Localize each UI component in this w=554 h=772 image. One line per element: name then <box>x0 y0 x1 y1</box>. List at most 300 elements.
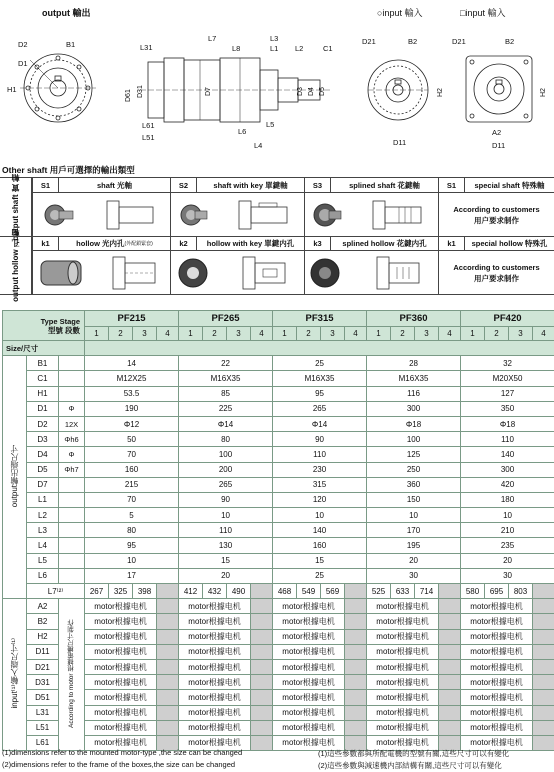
table-cell: 90 <box>179 492 273 507</box>
table-cell: 120 <box>273 492 367 507</box>
empty-stage-cell <box>439 705 461 720</box>
table-row <box>3 371 554 386</box>
hollow-code-k1: k1 <box>32 236 58 251</box>
table-cell: 100 <box>367 432 461 447</box>
dimension-symbol: Φh7 <box>59 462 85 477</box>
empty-stage-cell <box>251 644 273 659</box>
dimension-symbol <box>59 386 85 401</box>
table-cell: 412 <box>179 584 203 599</box>
empty-stage-cell <box>157 690 179 705</box>
table-cell: 14 <box>85 356 179 371</box>
table-cell: 70 <box>85 447 179 462</box>
dimension-name: H2 <box>27 629 59 644</box>
motor-cell: motor根據电机 <box>179 690 251 705</box>
table-cell: 315 <box>273 477 367 492</box>
empty-stage-cell <box>251 659 273 674</box>
footnote-1-en: (1)dimensions refer to the mounted motor-type ,the size can be changed <box>2 748 243 757</box>
empty-stage-cell <box>345 675 367 690</box>
dim-label-L31: L31 <box>140 43 153 52</box>
motor-cell: motor根據电机 <box>179 659 251 674</box>
motor-cell: motor根據电机 <box>273 705 345 720</box>
empty-stage-cell <box>157 584 179 599</box>
output-flange-front-view <box>20 54 96 122</box>
specification-table <box>2 310 554 751</box>
table-row <box>3 705 554 720</box>
motor-cell: motor根據电机 <box>273 629 345 644</box>
dimension-symbol <box>59 492 85 507</box>
square-input-view <box>466 56 532 122</box>
table-row <box>3 432 554 447</box>
hollow-code-special: k1 <box>438 236 464 251</box>
table-cell: 110 <box>273 447 367 462</box>
dimension-symbol: Φh6 <box>59 432 85 447</box>
dimension-name: L6 <box>27 568 59 583</box>
motor-cell: motor根據电机 <box>85 629 157 644</box>
table-cell: 20 <box>461 553 554 568</box>
table-cell: 225 <box>179 401 273 416</box>
hollow-name-splined: splined hollow 花鍵内孔 <box>330 236 438 251</box>
motor-cell: motor根據电机 <box>461 675 533 690</box>
empty-stage-cell <box>251 614 273 629</box>
motor-cell: motor根據电机 <box>367 720 439 735</box>
motor-cell: motor根據电机 <box>85 705 157 720</box>
empty-stage-cell <box>439 614 461 629</box>
dimension-name: L61 <box>27 735 59 750</box>
empty-stage-cell <box>345 644 367 659</box>
empty-stage-cell <box>533 720 554 735</box>
table-cell: 53.5 <box>85 386 179 401</box>
motor-cell: motor根據电机 <box>461 629 533 644</box>
table-cell: 5 <box>85 508 179 523</box>
table-row <box>3 386 554 401</box>
empty-stage-cell <box>157 720 179 735</box>
footnote-2-en: (2)dimensions refer to the frame of the boxes,the size can be changed <box>2 760 236 769</box>
dimension-symbol <box>59 477 85 492</box>
table-cell: 360 <box>367 477 461 492</box>
output-group-label: output輸出端尺寸 <box>3 356 27 599</box>
plain-hollow-image <box>32 251 170 294</box>
corner-type-stage: Type Stage <box>40 316 81 326</box>
dimension-name: B2 <box>27 614 59 629</box>
splined-hollow-image <box>304 251 438 294</box>
stage-header: 3 <box>415 327 439 341</box>
other-shaft-title: Other shaft 用戶可選擇的輸出類型 <box>2 165 135 175</box>
table-row <box>3 659 554 674</box>
table-cell: 32 <box>461 356 554 371</box>
table-row <box>3 644 554 659</box>
dimension-name: L4 <box>27 538 59 553</box>
motor-cell: motor根據电机 <box>179 705 251 720</box>
dim-label-D21-square: D21 <box>452 37 466 46</box>
stage-header: 2 <box>109 327 133 341</box>
empty-stage-cell <box>533 614 554 629</box>
customer-note-en-hollow: According to customers <box>453 262 540 272</box>
dimension-name: L3 <box>27 523 59 538</box>
keyed-shaft-image <box>170 193 304 236</box>
keyed-hollow-image <box>170 251 304 294</box>
empty-stage-cell <box>251 629 273 644</box>
dimension-symbol <box>59 508 85 523</box>
empty-stage-cell <box>439 659 461 674</box>
side-view-dimension-labels <box>125 34 333 150</box>
dim-label-D2: D2 <box>18 40 28 49</box>
dimension-name: D2 <box>27 416 59 431</box>
stage-header: 1 <box>461 327 485 341</box>
dimension-name: D4 <box>27 447 59 462</box>
table-row <box>3 356 554 371</box>
table-cell: 398 <box>133 584 157 599</box>
dim-label-B2: B2 <box>408 37 418 46</box>
dim-label-B1: B1 <box>66 40 76 49</box>
stage-header: 1 <box>273 327 297 341</box>
table-cell: 300 <box>367 401 461 416</box>
table-cell: 90 <box>273 432 367 447</box>
dim-label-L61: L61 <box>142 121 155 130</box>
table-cell: 95 <box>85 538 179 553</box>
table-cell: 28 <box>367 356 461 371</box>
table-cell: 170 <box>367 523 461 538</box>
table-row <box>3 492 554 507</box>
motor-cell: motor根據电机 <box>85 720 157 735</box>
table-cell: 85 <box>179 386 273 401</box>
table-cell: 80 <box>179 432 273 447</box>
dim-label-L7: L7 <box>208 34 217 43</box>
splined-hollow-drawing <box>305 251 439 294</box>
empty-stage-cell <box>157 659 179 674</box>
table-cell: 100 <box>179 447 273 462</box>
dimension-symbol: Φ <box>59 447 85 462</box>
dimension-name: D21 <box>27 659 59 674</box>
stage-header: 2 <box>297 327 321 341</box>
table-row <box>3 568 554 583</box>
table-cell: M12X25 <box>85 371 179 386</box>
motor-cell: motor根據电机 <box>461 644 533 659</box>
table-cell: 180 <box>461 492 554 507</box>
empty-stage-cell <box>533 675 554 690</box>
shaft-code-special: S1 <box>438 178 464 193</box>
empty-stage-cell <box>345 584 367 599</box>
hollow-code-k3: k3 <box>304 236 330 251</box>
table-row <box>3 462 554 477</box>
dimension-symbol <box>59 371 85 386</box>
motor-cell: motor根據电机 <box>273 644 345 659</box>
empty-stage-cell <box>157 705 179 720</box>
output-hollow-side-label: output hollow 孔 軸 <box>0 236 32 294</box>
empty-stage-cell <box>345 659 367 674</box>
model-header-pf265: PF265 <box>179 311 273 327</box>
table-cell: 420 <box>461 477 554 492</box>
table-row-l7 <box>3 584 554 599</box>
keyed-shaft-drawing <box>171 193 305 236</box>
stage-header: 4 <box>345 327 367 341</box>
table-cell: 195 <box>367 538 461 553</box>
table-cell: 30 <box>461 568 554 583</box>
table-cell: 140 <box>273 523 367 538</box>
dimension-name: D1 <box>27 401 59 416</box>
motor-cell: motor根據电机 <box>461 659 533 674</box>
motor-cell: motor根據电机 <box>367 599 439 614</box>
table-cell: 127 <box>461 386 554 401</box>
stage-header: 4 <box>439 327 461 341</box>
stage-header: 2 <box>203 327 227 341</box>
stage-header: 3 <box>133 327 157 341</box>
empty-stage-cell <box>251 690 273 705</box>
dim-label-D7: D7 <box>205 87 212 96</box>
table-cell: 267 <box>85 584 109 599</box>
dim-label-L1: L1 <box>270 44 279 53</box>
motor-cell: motor根據电机 <box>461 720 533 735</box>
motor-cell: motor根據电机 <box>461 705 533 720</box>
empty-stage-cell <box>533 629 554 644</box>
table-cell: 17 <box>85 568 179 583</box>
motor-cell: motor根據电机 <box>273 659 345 674</box>
dimension-name: L31 <box>27 705 59 720</box>
shaft-name-special: special shaft 特殊軸 <box>464 178 554 193</box>
table-cell: 580 <box>461 584 485 599</box>
dimension-name: D3 <box>27 432 59 447</box>
table-row <box>3 447 554 462</box>
table-cell: 110 <box>179 523 273 538</box>
stage-header: 1 <box>179 327 203 341</box>
dim-label-D1: D1 <box>18 59 28 68</box>
table-cell: 250 <box>367 462 461 477</box>
customer-note-zh-hollow: 用户要求制作 <box>474 273 519 283</box>
technical-drawings <box>0 0 554 160</box>
motor-cell: motor根據电机 <box>367 675 439 690</box>
dimension-symbol: Φ <box>59 401 85 416</box>
table-cell: 140 <box>461 447 554 462</box>
empty-stage-cell <box>251 735 273 750</box>
shaft-code-s3: S3 <box>304 178 330 193</box>
size-header-row <box>3 341 554 356</box>
table-cell: 20 <box>179 568 273 583</box>
dimension-name: D31 <box>27 675 59 690</box>
table-cell: 210 <box>461 523 554 538</box>
special-shaft-note <box>438 193 554 236</box>
stage-header: 4 <box>533 327 554 341</box>
motor-cell: motor根據电机 <box>367 705 439 720</box>
round-input-view <box>368 60 428 120</box>
stage-header: 1 <box>85 327 109 341</box>
dim-label-D11: D11 <box>393 138 407 147</box>
dim-label-C1: C1 <box>323 44 333 53</box>
motor-cell: motor根據电机 <box>273 720 345 735</box>
shaft-code-s1: S1 <box>32 178 58 193</box>
empty-stage-cell <box>157 599 179 614</box>
dimension-name: L1 <box>27 492 59 507</box>
model-header-pf215: PF215 <box>85 311 179 327</box>
empty-stage-cell <box>157 629 179 644</box>
motor-cell: motor根據电机 <box>273 599 345 614</box>
dimension-name: D51 <box>27 690 59 705</box>
table-cell: 125 <box>367 447 461 462</box>
dimension-name: H1 <box>27 386 59 401</box>
empty-stage-cell <box>345 720 367 735</box>
shaft-name-plain: shaft 光軸 <box>58 178 170 193</box>
motor-cell: motor根據电机 <box>367 735 439 750</box>
splined-shaft-image <box>304 193 438 236</box>
empty-stage-cell <box>533 705 554 720</box>
dimension-symbol <box>59 356 85 371</box>
table-cell: 20 <box>367 553 461 568</box>
hollow-code-k2: k2 <box>170 236 196 251</box>
table-cell: 25 <box>273 356 367 371</box>
dim-label-L4: L4 <box>254 141 263 150</box>
empty-stage-cell <box>157 644 179 659</box>
model-header-pf420: PF420 <box>461 311 554 327</box>
hollow-name-key: hollow with key 單鍵内孔 <box>196 236 304 251</box>
footnote-1-zh: (1)這些參數都與所配電機的型號有關,這些尺寸可以有變化 <box>318 749 510 758</box>
table-cell: 525 <box>367 584 391 599</box>
dimension-name: L2 <box>27 508 59 523</box>
table-cell: 70 <box>85 492 179 507</box>
motor-cell: motor根據电机 <box>179 644 251 659</box>
table-cell: 22 <box>179 356 273 371</box>
stage-header: 3 <box>227 327 251 341</box>
special-hollow-note <box>438 251 554 294</box>
empty-stage-cell <box>345 705 367 720</box>
corner-type-stage-zh: 型號 段數 <box>47 325 81 335</box>
input-motor-note: According to motor 根據電機尺寸制作 <box>59 599 85 751</box>
dim-label-L8: L8 <box>232 44 241 53</box>
table-cell: 130 <box>179 538 273 553</box>
table-cell: 633 <box>391 584 415 599</box>
empty-stage-cell <box>345 599 367 614</box>
size-label: Size/尺寸 <box>3 341 85 356</box>
table-row <box>3 523 554 538</box>
table-cell: 15 <box>179 553 273 568</box>
dim-label-L5: L5 <box>266 120 275 129</box>
table-cell: 265 <box>179 477 273 492</box>
stage-header: 3 <box>509 327 533 341</box>
dimension-name: A2 <box>27 599 59 614</box>
plain-hollow-drawing <box>33 251 171 294</box>
table-cell: 432 <box>203 584 227 599</box>
dimension-name: L5 <box>27 553 59 568</box>
output-shaft-side-label: output shaft 實 軸 <box>0 178 32 236</box>
table-row <box>3 538 554 553</box>
customer-note-en: According to customers <box>453 204 540 214</box>
dim-label-A2: A2 <box>492 128 502 137</box>
empty-stage-cell <box>251 720 273 735</box>
output-label: output 輸出 <box>42 8 91 18</box>
dim-label-H2: H2 <box>437 88 444 97</box>
motor-cell: motor根據电机 <box>461 690 533 705</box>
dimension-name: L7⁽²⁾ <box>27 584 85 599</box>
dim-label-D5: D5 <box>319 87 326 96</box>
table-cell: 200 <box>179 462 273 477</box>
table-row <box>3 553 554 568</box>
motor-cell: motor根據电机 <box>273 690 345 705</box>
table-cell: M16X35 <box>179 371 273 386</box>
table-cell: Φ14 <box>179 416 273 431</box>
table-cell: 235 <box>461 538 554 553</box>
table-cell: 549 <box>297 584 321 599</box>
dim-label-L3: L3 <box>270 34 279 43</box>
motor-cell: motor根據电机 <box>85 659 157 674</box>
table-cell: 325 <box>109 584 133 599</box>
table-corner <box>3 311 85 341</box>
table-row <box>3 477 554 492</box>
table-cell: 10 <box>367 508 461 523</box>
stage-header: 1 <box>367 327 391 341</box>
table-cell: 300 <box>461 462 554 477</box>
dim-label-H2-square: H2 <box>540 88 547 97</box>
dim-label-L2: L2 <box>295 44 304 53</box>
motor-cell: motor根據电机 <box>273 614 345 629</box>
motor-cell: motor根據电机 <box>461 599 533 614</box>
motor-cell: motor根據电机 <box>461 735 533 750</box>
model-header-pf315: PF315 <box>273 311 367 327</box>
table-cell: M20X50 <box>461 371 554 386</box>
shaft-options-grid <box>0 173 554 302</box>
dim-label-D4: D4 <box>308 87 315 96</box>
table-cell: 803 <box>509 584 533 599</box>
table-cell: 25 <box>273 568 367 583</box>
footnote-2-zh: (2)這些參數與減速機内部結構有關,這些尺寸可以有變化 <box>318 761 502 770</box>
dimension-name: D11 <box>27 644 59 659</box>
empty-stage-cell <box>439 644 461 659</box>
motor-cell: motor根據电机 <box>85 644 157 659</box>
dimension-name: D5 <box>27 462 59 477</box>
input-group-label: input⁽¹⁾輸入端尺寸⁽¹⁾ <box>3 599 27 751</box>
dim-label-D21: D21 <box>362 37 376 46</box>
motor-cell: motor根據电机 <box>367 659 439 674</box>
table-cell: Φ18 <box>461 416 554 431</box>
table-cell: 468 <box>273 584 297 599</box>
empty-stage-cell <box>345 690 367 705</box>
table-cell: 190 <box>85 401 179 416</box>
input-square-label: □input 輸入 <box>460 8 506 18</box>
empty-stage-cell <box>533 584 554 599</box>
empty-stage-cell <box>439 720 461 735</box>
dim-label-L51: L51 <box>142 133 155 142</box>
plain-shaft-image <box>32 193 170 236</box>
empty-stage-cell <box>251 705 273 720</box>
empty-stage-cell <box>439 599 461 614</box>
table-cell: 490 <box>227 584 251 599</box>
table-row <box>3 690 554 705</box>
stage-header: 3 <box>321 327 345 341</box>
stage-header: 2 <box>485 327 509 341</box>
motor-cell: motor根據电机 <box>85 675 157 690</box>
empty-stage-cell <box>439 675 461 690</box>
motor-cell: motor根據电机 <box>179 599 251 614</box>
table-cell: 215 <box>85 477 179 492</box>
table-cell: 350 <box>461 401 554 416</box>
shaft-code-s2: S2 <box>170 178 196 193</box>
model-header-pf360: PF360 <box>367 311 461 327</box>
empty-stage-cell <box>345 614 367 629</box>
empty-stage-cell <box>533 659 554 674</box>
stage-header: 4 <box>251 327 273 341</box>
motor-cell: motor根據电机 <box>179 675 251 690</box>
table-cell: M16X35 <box>273 371 367 386</box>
table-cell: 569 <box>321 584 345 599</box>
dim-label-D31: D31 <box>137 85 144 98</box>
dimension-name: C1 <box>27 371 59 386</box>
motor-cell: motor根據电机 <box>85 690 157 705</box>
dim-label-L6: L6 <box>238 127 247 136</box>
empty-stage-cell <box>251 675 273 690</box>
table-cell: 714 <box>415 584 439 599</box>
dim-label-D11-square: D11 <box>492 141 506 150</box>
dim-label-D61: D61 <box>125 89 132 102</box>
hollow-name-plain: hollow 光内孔 (外配鎖緊套) <box>58 236 170 251</box>
table-cell: M16X35 <box>367 371 461 386</box>
other-shaft-section <box>0 164 554 302</box>
motor-cell: motor根據电机 <box>367 690 439 705</box>
